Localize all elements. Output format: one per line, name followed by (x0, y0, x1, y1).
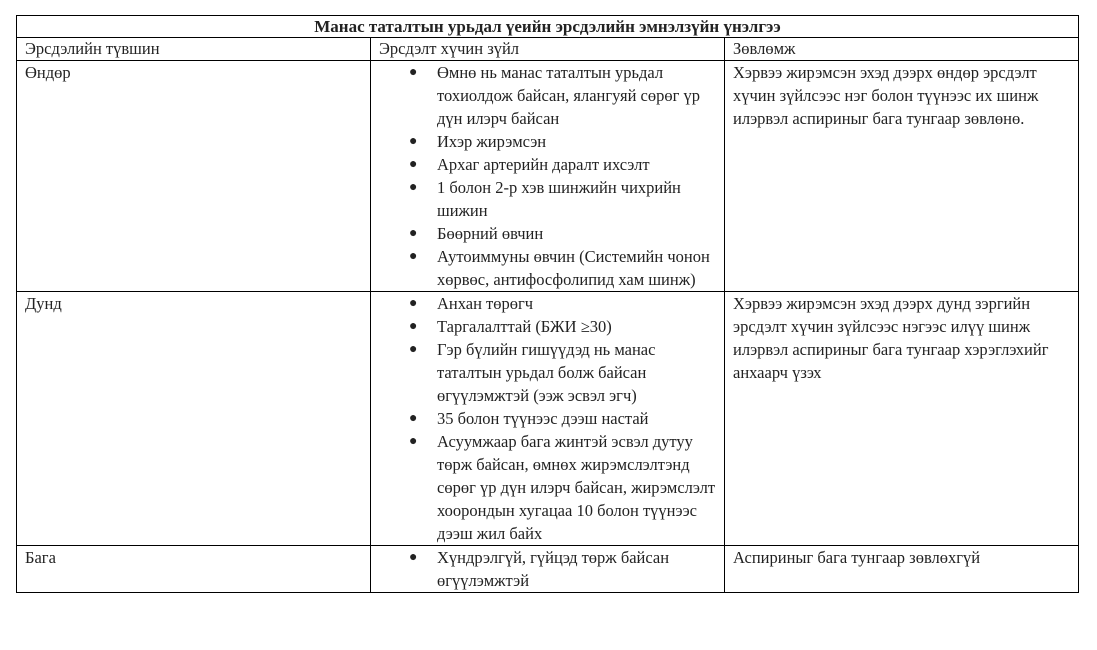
bullet-icon: ● (409, 411, 418, 426)
list-item: ● Анхан төрөгч (409, 294, 534, 313)
risk-level-low: Бага (17, 546, 371, 593)
list-item: ● Аутоиммуны өвчин (Системийн чонон хөрвөс, антифосфолипид хам шинж) (409, 247, 710, 289)
bullet-icon: ● (409, 157, 418, 172)
risk-level-high: Өндөр (17, 61, 371, 292)
header-recommendation: Зөвлөмж (725, 38, 1079, 61)
bullet-icon: ● (409, 134, 418, 149)
list-item: ● 35 болон түүнээс дээш настай (409, 409, 649, 428)
risk-assessment-table (16, 15, 1079, 593)
factor-list-low (379, 546, 716, 592)
table-row-low (17, 546, 1079, 593)
risk-factors-medium (371, 292, 725, 546)
title-row (17, 16, 1079, 38)
list-item: ● Гэр бүлийн гишүүдэд нь манас таталтын урьдал болж байсан өгүүлэмжтэй (ээж эсвэл эгч) (409, 340, 656, 405)
list-item: ● Хүндрэлгүй, гүйцэд төрж байсан өгүүлэмжтэй (409, 548, 670, 590)
recommendation-medium: Хэрвээ жирэмсэн эхэд дээрх дунд зэргийн эрсдэлт хүчин зүйлсээс нэгээс илүү шинж илэрвэл аспириныг бага тунгаар хэрэглэхийг анхаарч үзэх (725, 292, 1079, 546)
table-title: Манас таталтын урьдал үеийн эрсдэлийн эмнэлзүйн үнэлгээ (17, 16, 1079, 38)
bullet-icon: ● (409, 550, 418, 565)
factor-list-high (379, 61, 716, 291)
list-item: ● Бөөрний өвчин (409, 224, 544, 243)
bullet-icon: ● (409, 296, 418, 311)
risk-factors-low (371, 546, 725, 593)
table-row-high (17, 61, 1079, 292)
factor-list-medium (379, 292, 716, 545)
header-row (17, 38, 1079, 61)
list-item: ● Архаг артерийн даралт ихсэлт (409, 155, 650, 174)
list-item: ● Өмнө нь манас таталтын урьдал тохиолдож байсан, ялангуяй сөрөг үр дүн илэрч байсан (409, 63, 701, 128)
list-item: ● Таргалалттай (БЖИ ≥30) (409, 317, 612, 336)
bullet-icon: ● (409, 434, 418, 449)
header-risk-factors: Эрсдэлт хүчин зүйл (371, 38, 725, 61)
risk-factors-high (371, 61, 725, 292)
list-item: ● Ихэр жирэмсэн (409, 132, 547, 151)
list-item: ● Асуумжаар бага жинтэй эсвэл дутуу төрж байсан, өмнөх жирэмслэлтэнд сөрөг үр дүн илэрч байсан, жирэмслэлт хоорондын хугацаа 10 болон түүнээс дээш жил байх (409, 432, 716, 543)
bullet-icon: ● (409, 249, 418, 264)
bullet-icon: ● (409, 226, 418, 241)
bullet-icon: ● (409, 342, 418, 357)
bullet-icon: ● (409, 319, 418, 334)
table-row-medium (17, 292, 1079, 546)
bullet-icon: ● (409, 65, 418, 80)
recommendation-high: Хэрвээ жирэмсэн эхэд дээрх өндөр эрсдэлт хүчин зүйлсээс нэг болон түүнээс их шинж илэрвэл аспириныг бага тунгаар зөвлөнө. (725, 61, 1079, 292)
list-item: ● 1 болон 2-р хэв шинжийн чихрийн шижин (409, 178, 681, 220)
recommendation-low: Аспириныг бага тунгаар зөвлөхгүй (725, 546, 1079, 593)
header-risk-level: Эрсдэлийн түвшин (17, 38, 371, 61)
risk-level-medium: Дунд (17, 292, 371, 546)
bullet-icon: ● (409, 180, 418, 195)
